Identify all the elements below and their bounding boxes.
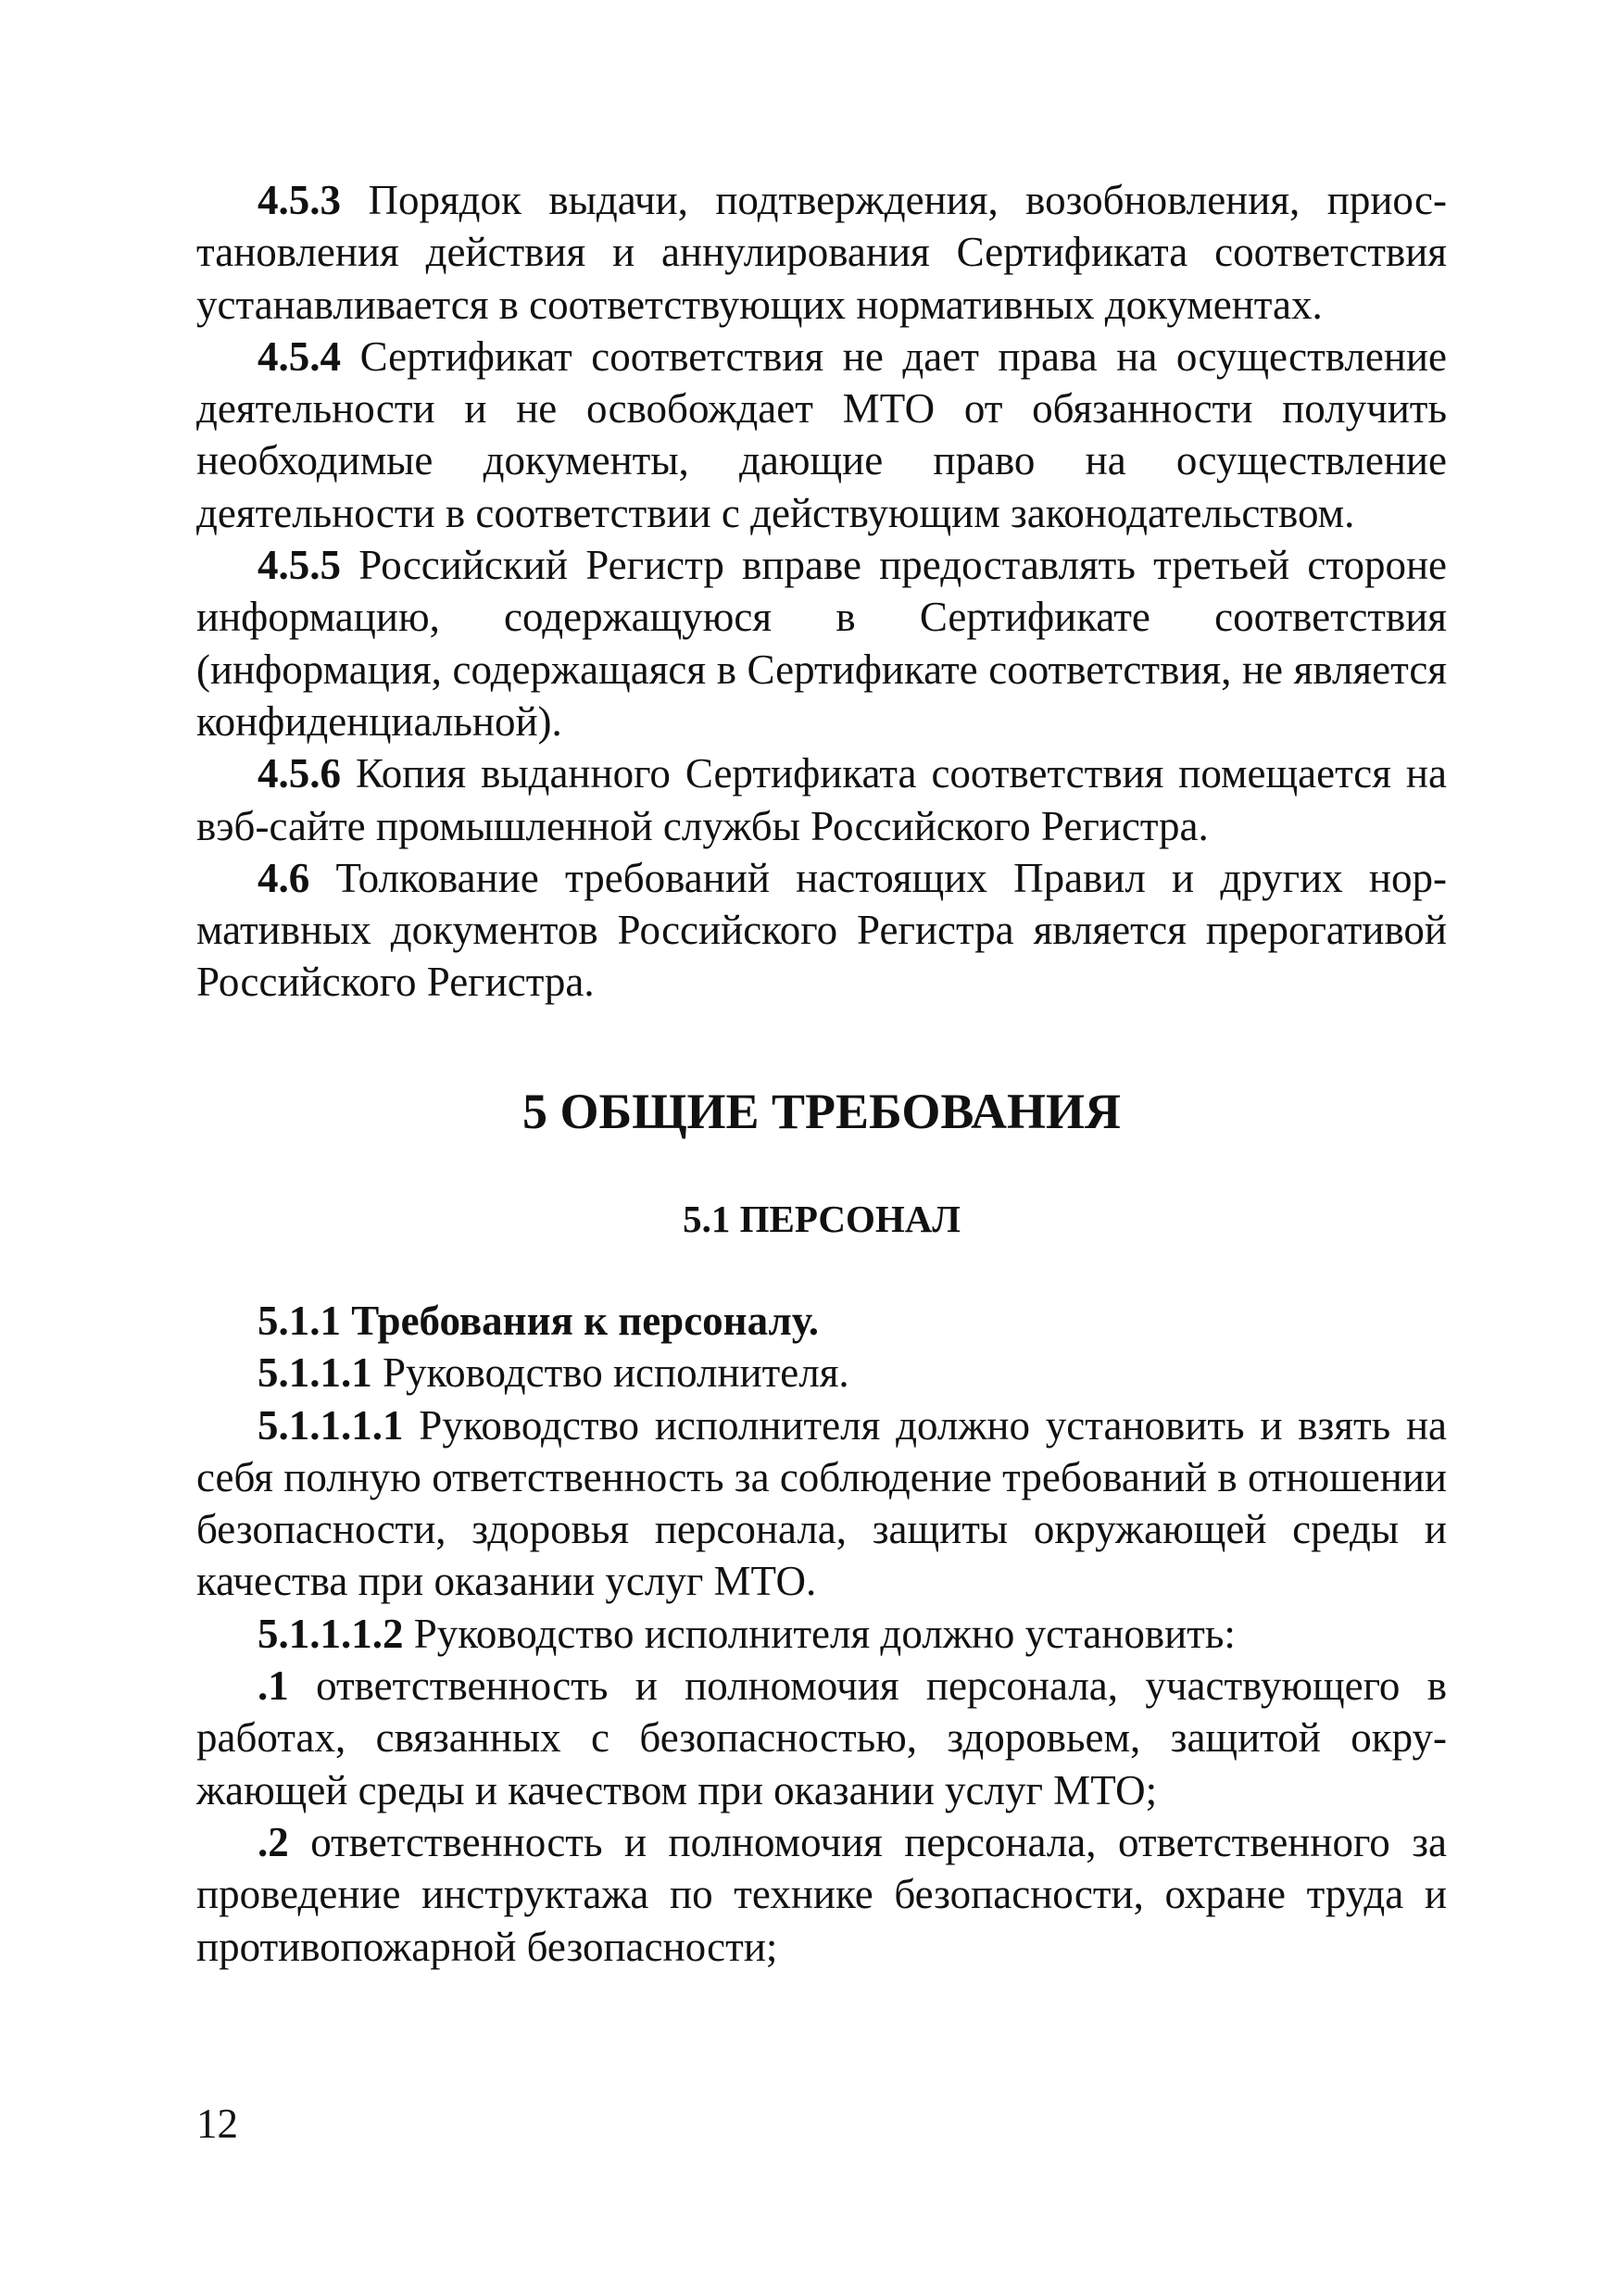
- section-4-text: [196, 174, 1447, 1009]
- paragraph-number: 5.1.1.1.2: [258, 1610, 404, 1657]
- paragraph-4-5-6: [196, 747, 1447, 852]
- list-item-number: .2: [258, 1818, 289, 1865]
- list-item-text: ответственность и полномочия персонала, участвующего в работах, связанных с безопасностью, здоровьем, защитой окружающей среды и качеством при оказании услуг МТО;: [196, 1662, 1447, 1813]
- paragraph-text: Толкование требований настоящих Правил и других нормативных документов Российского Регистра является прерогативой Российского Регистра.: [196, 854, 1447, 1006]
- paragraph-text: Порядок выдачи, подтверждения, возобновления, приостановления действия и аннулирования Сертификата соответствия устанавливается в соответствующих нормативных документах.: [196, 177, 1447, 328]
- list-item-1: [196, 1660, 1447, 1816]
- paragraph-4-5-4: [196, 331, 1447, 539]
- paragraph-number: 4.6: [258, 854, 310, 901]
- paragraph-text: Российский Регистр вправе предоставлять третьей стороне информацию, содержащуюся в Сертификате соответствия (информация, содержащаяся в Сертификате соответствия, не является конфиденциальной).: [196, 542, 1447, 745]
- paragraph-text: Руководство исполнителя должно установить и взять на себя полную ответственность за соблюдение требований в отношении безопасности, здоровья персонала, защиты окружающей среды и качества при оказании услуг МТО.: [196, 1401, 1447, 1605]
- paragraph-4-5-5: [196, 539, 1447, 747]
- subsection-title: 5.1 ПЕРСОНАЛ: [683, 1198, 961, 1240]
- paragraph-5-1-1-1-2: [196, 1608, 1447, 1660]
- page-number: 12: [196, 2101, 238, 2147]
- paragraph-number: 4.5.4: [258, 332, 341, 380]
- section-5-text: [196, 1295, 1447, 1973]
- paragraph-5-1-1-1: [196, 1347, 1447, 1399]
- paragraph-5-1-1-1-1: [196, 1399, 1447, 1608]
- paragraph-4-6: [196, 852, 1447, 1009]
- paragraph-5-1-1: 5.1.1 Требования к персоналу.: [258, 1298, 819, 1344]
- paragraph-text: Копия выданного Сертификата соответствия помещается на вэб-сайте промышленной службы Российского Регистра.: [196, 750, 1447, 849]
- list-item-number: .1: [258, 1662, 289, 1710]
- list-item-text: ответственность и полномочия персонала, ответственного за проведение инструктажа по технике безопасности, охране труда и противопожарной безопасности;: [196, 1818, 1447, 1970]
- paragraph-number: 5.1.1.1: [258, 1349, 372, 1397]
- section-title: 5 ОБЩИЕ ТРЕБОВАНИЯ: [522, 1084, 1121, 1139]
- paragraph-text: Сертификат соответствия не дает права на осуществление деятельности и не освобождает МТО от обязанности получить необходимые документы, дающие право на осуществление деятельности в соответствии с действующим законодательством.: [196, 332, 1447, 536]
- paragraph-4-5-3: [196, 174, 1447, 331]
- paragraph-text: Руководство исполнителя должно установить:: [403, 1610, 1236, 1657]
- list-item-2: [196, 1816, 1447, 1973]
- paragraph-text: Руководство исполнителя.: [371, 1349, 849, 1397]
- paragraph-number: 4.5.6: [258, 750, 341, 797]
- paragraph-number: 5.1.1.1.1: [258, 1401, 404, 1449]
- paragraph-number: 4.5.5: [258, 542, 341, 589]
- paragraph-number: 4.5.3: [258, 177, 341, 223]
